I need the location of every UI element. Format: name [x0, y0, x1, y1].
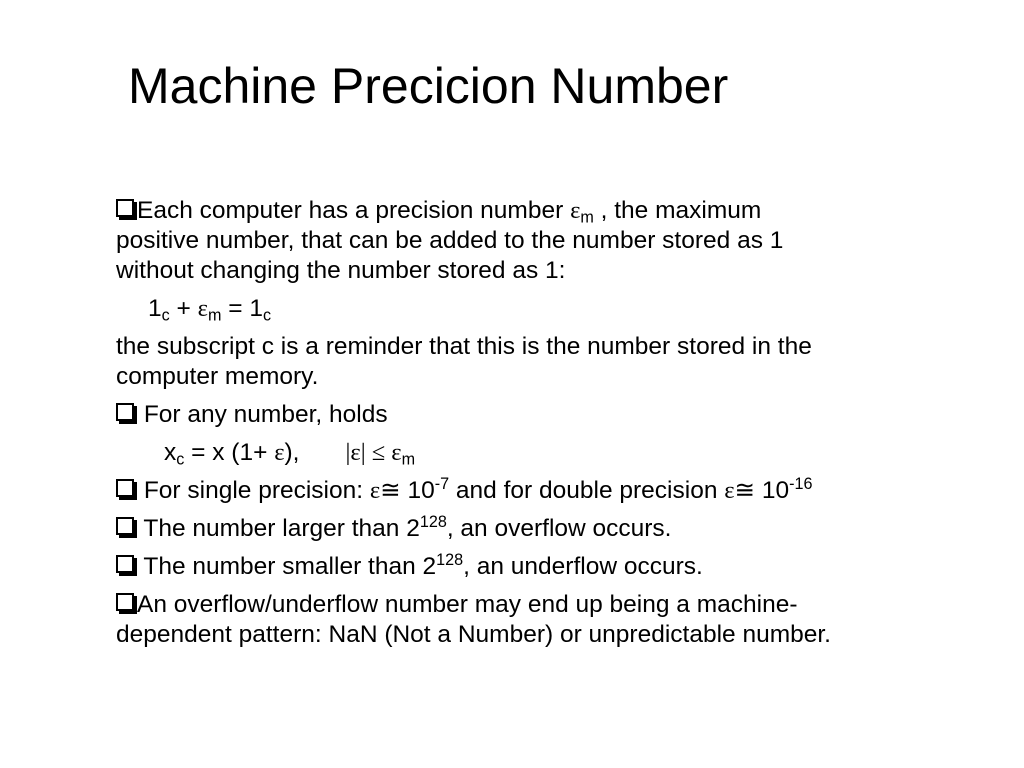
- checkbox-bullet-icon: [116, 479, 134, 497]
- bullet-1-line-3: without changing the number stored as 1:: [116, 257, 566, 284]
- epsilon-symbol: ε: [274, 439, 285, 466]
- bullet-1-text: Each computer has a precision number: [137, 197, 571, 224]
- note-line-2: computer memory.: [116, 363, 319, 390]
- epsilon-symbol: ε: [369, 477, 381, 504]
- exponent: -7: [434, 475, 450, 494]
- formula-2-expression: = x (1+: [184, 439, 275, 466]
- note-line-1: the subscript c is a reminder that this is the number stored in the: [116, 333, 812, 360]
- epsilon-symbol: ε: [197, 295, 208, 322]
- checkbox-bullet-icon: [116, 199, 134, 217]
- checkbox-bullet-icon: [116, 517, 134, 535]
- bullet-4: [116, 514, 986, 544]
- formula-1-plus: +: [169, 295, 198, 322]
- bullet-6-text: An overflow/underflow number may end up being a machine-: [137, 591, 798, 618]
- bullet-1-line-2: positive number, that can be added to the number stored as 1: [116, 227, 784, 254]
- bullet-3: [116, 476, 986, 506]
- abs-bar: |: [345, 439, 351, 466]
- bullet-2: [116, 400, 986, 430]
- epsilon-symbol: ε: [391, 439, 402, 466]
- formula-2-close: ),: [284, 439, 300, 466]
- bullet-6-line-1: [116, 590, 986, 620]
- bullet-1-tail: , the maximum: [593, 197, 762, 224]
- formula-1: [116, 294, 986, 324]
- formula-2-x: x: [164, 439, 177, 466]
- abs-bar: |: [360, 439, 366, 466]
- bullet-6-line-2: dependent pattern: NaN (Not a Number) or unpredictable number.: [116, 621, 831, 648]
- exponent: 128: [436, 551, 464, 570]
- slide-title: Machine Precicion Number: [128, 58, 729, 114]
- subscript-m: m: [401, 450, 416, 469]
- checkbox-bullet-icon: [116, 555, 134, 573]
- bullet-5: [116, 552, 986, 582]
- formula-2: [116, 438, 986, 468]
- bullet-4-text: The number larger than 2: [143, 515, 420, 542]
- approx-symbol: ≅: [380, 477, 401, 504]
- epsilon-symbol: ε: [350, 439, 361, 466]
- bullet-3-middle: and for double precision: [449, 477, 725, 504]
- approx-symbol: ≅: [734, 477, 756, 504]
- power-base: 10: [755, 477, 790, 504]
- exponent: 128: [419, 513, 447, 532]
- checkbox-bullet-icon: [116, 403, 134, 421]
- subscript-m: m: [207, 306, 222, 325]
- epsilon-symbol: ε: [570, 197, 581, 224]
- bullet-2-text: For any number, holds: [143, 401, 388, 428]
- bullet-5-text: The number smaller than 2: [143, 553, 437, 580]
- subscript-c: c: [161, 306, 170, 325]
- formula-1-one: 1: [148, 295, 162, 322]
- subscript-c: c: [262, 306, 272, 325]
- power-base: 10: [400, 477, 435, 504]
- bullet-4-tail: , an overflow occurs.: [446, 515, 672, 542]
- subscript-c: c: [176, 450, 185, 469]
- exponent: -16: [789, 475, 813, 494]
- bullet-5-tail: , an underflow occurs.: [463, 553, 703, 580]
- checkbox-bullet-icon: [116, 593, 134, 611]
- bullet-3-text: For single precision:: [143, 477, 370, 504]
- subscript-m: m: [580, 208, 594, 227]
- epsilon-symbol: ε: [724, 477, 735, 504]
- bullet-1-line-1: [116, 196, 986, 226]
- less-equal-symbol: ≤: [365, 439, 392, 466]
- formula-1-equals: = 1: [221, 295, 263, 322]
- slide-body: [116, 196, 986, 650]
